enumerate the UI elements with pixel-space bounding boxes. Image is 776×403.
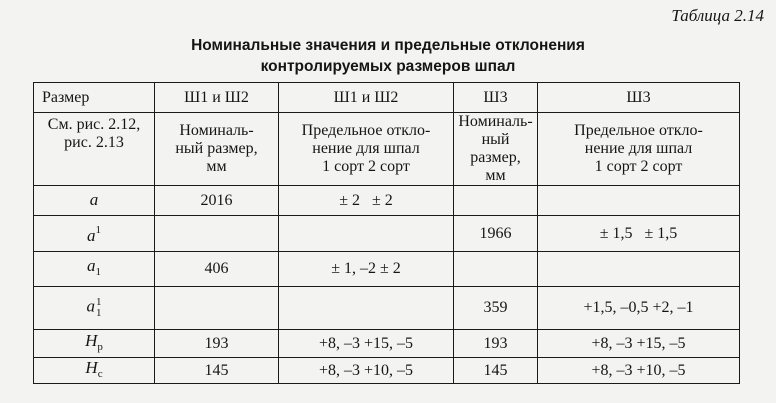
header-col-2: Ш1 и Ш2 bbox=[279, 83, 454, 113]
table-title-line-2: контролируемых размеров шпал bbox=[260, 58, 516, 75]
size-subscript: 1 bbox=[96, 307, 102, 319]
table-row bbox=[34, 186, 740, 216]
deviation-2-line-2: нение для шпал bbox=[584, 140, 693, 157]
size-subscript: р bbox=[97, 340, 103, 353]
subheader-row bbox=[34, 113, 740, 186]
deviation-1-line-3: 1 сорт 2 сорт bbox=[322, 158, 410, 175]
size-symbol: H bbox=[85, 330, 98, 350]
nominal-2-line-3: мм bbox=[485, 167, 506, 184]
header-size: Размер bbox=[34, 83, 155, 113]
size-subscript: 1 bbox=[95, 266, 101, 278]
nominal-1-line-3: мм bbox=[206, 158, 227, 175]
size-cell bbox=[34, 252, 155, 287]
size-superscript: 1 bbox=[96, 296, 102, 308]
deviation-1-line-2: нение для шпал bbox=[312, 140, 420, 157]
deviation-1-line-1: Предельное откло- bbox=[301, 122, 431, 139]
header-col-3: Ш3 bbox=[454, 83, 538, 113]
deviation-2-line-3: 1 сорт 2 сорт bbox=[594, 158, 683, 175]
deviation-2-cell: +8, –3 +15, –5 bbox=[538, 330, 740, 358]
nominal-2-line-1: Номиналь- bbox=[458, 113, 533, 130]
deviation-1-cell bbox=[279, 287, 454, 330]
nominal-1-cell: 145 bbox=[155, 358, 279, 384]
nominal-2-cell: 359 bbox=[454, 287, 538, 330]
deviation-2-cell: ± 1,5 ± 1,5 bbox=[538, 216, 740, 252]
size-cell bbox=[34, 330, 155, 358]
table-caption: Таблица 2.14 bbox=[671, 6, 764, 25]
nominal-1-cell bbox=[155, 287, 279, 330]
nominal-1-cell bbox=[155, 216, 279, 252]
size-symbol: a bbox=[87, 226, 96, 245]
size-symbol: H bbox=[85, 357, 98, 377]
nominal-2-cell: 145 bbox=[454, 358, 538, 384]
size-superscript: 1 bbox=[95, 224, 101, 236]
nominal-1-cell: 2016 bbox=[155, 186, 279, 216]
size-symbol: a bbox=[87, 256, 96, 275]
header-row bbox=[34, 83, 740, 113]
deviation-2-cell: +1,5, –0,5 +2, –1 bbox=[538, 287, 740, 330]
size-cell bbox=[34, 186, 155, 216]
subheader-nominal-1 bbox=[155, 113, 279, 186]
size-cell bbox=[34, 216, 155, 252]
ref-line-1: См. рис. 2.12, bbox=[47, 116, 141, 133]
header-col-1: Ш1 и Ш2 bbox=[155, 83, 279, 113]
deviation-1-cell: ± 2 ± 2 bbox=[279, 186, 454, 216]
table-row bbox=[34, 252, 740, 287]
size-subscript: с bbox=[97, 367, 103, 380]
nominal-2-cell: 1966 bbox=[454, 216, 538, 252]
size-cell bbox=[34, 287, 155, 330]
size-cell bbox=[34, 358, 155, 384]
table-row bbox=[34, 330, 740, 358]
nominal-2-cell bbox=[454, 186, 538, 216]
deviation-2-cell bbox=[538, 252, 740, 287]
header-col-4: Ш3 bbox=[538, 83, 740, 113]
deviation-1-cell bbox=[279, 216, 454, 252]
nominal-2-cell bbox=[454, 252, 538, 287]
size-index-stack bbox=[96, 297, 102, 319]
size-symbol: a bbox=[86, 296, 95, 316]
nominal-1-cell: 193 bbox=[155, 330, 279, 358]
subheader-deviation-1 bbox=[279, 113, 454, 186]
deviation-2-line-1: Предельное откло- bbox=[574, 122, 703, 139]
size-symbol: a bbox=[89, 190, 99, 209]
subheader-nominal-2 bbox=[454, 113, 538, 186]
nominal-1-line-1: Номиналь- bbox=[179, 122, 254, 139]
deviation-2-cell: +8, –3 +10, –5 bbox=[538, 358, 740, 384]
subheader-ref bbox=[34, 113, 155, 186]
table-row bbox=[34, 216, 740, 252]
deviation-1-cell: ± 1, –2 ± 2 bbox=[279, 252, 454, 287]
nominal-1-line-2: ный размер, bbox=[175, 140, 258, 157]
deviation-1-cell: +8, –3 +10, –5 bbox=[279, 358, 454, 384]
nominal-2-line-2: ный размер, bbox=[470, 131, 521, 166]
table-row bbox=[34, 287, 740, 330]
nominal-1-cell: 406 bbox=[155, 252, 279, 287]
table-title-line-1: Номинальные значения и предельные отклонения bbox=[191, 37, 585, 54]
deviation-1-cell: +8, –3 +15, –5 bbox=[279, 330, 454, 358]
nominal-2-cell: 193 bbox=[454, 330, 538, 358]
deviation-table bbox=[33, 82, 740, 384]
deviation-2-cell bbox=[538, 186, 740, 216]
table-row bbox=[34, 358, 740, 384]
ref-line-2: рис. 2.13 bbox=[64, 134, 124, 151]
subheader-deviation-2 bbox=[538, 113, 740, 186]
